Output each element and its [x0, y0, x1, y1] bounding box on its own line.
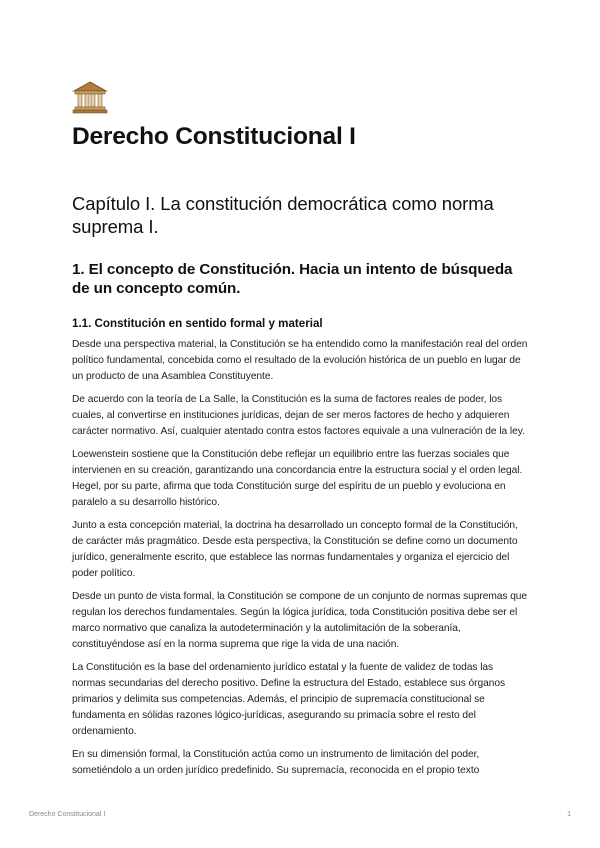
page-number: 1 — [567, 811, 571, 818]
paragraph: Desde un punto de vista formal, la Constitución se compone de un conjunto de normas supremas que regulan los derechos fundamentales. Según la lógica jurídica, toda Constitución positiva debe ser el marco normativo que canaliza la autodeterminación y la autolimitación de la soberanía, constituyéndose así en la norma suprema que rige la vida de una nación. — [72, 591, 528, 650]
document-title: Derecho Constitucional I — [72, 123, 356, 150]
classical-building-icon — [72, 80, 108, 114]
paragraph: En su dimensión formal, la Constitución actúa como un instrumento de limitación del poder, sometiéndolo a un orden jurídico predefinido. Su supremacía, reconocida en el propio texto — [72, 749, 480, 776]
paragraph: Desde una perspectiva material, la Constitución se ha entendido como la manifestación real del orden político fundamental, concebida como el resultado de la evolución histórica de un pueblo en lugar de un producto de una Asamblea Constituyente. — [72, 339, 528, 382]
subsection-heading: 1.1. Constitución en sentido formal y material — [72, 317, 323, 330]
paragraph: La Constitución es la base del ordenamiento jurídico estatal y la fuente de validez de todas las normas secundarias del derecho positivo. Define la estructura del Estado, establece sus órganos primarios y delimita sus competencias. Además, el principio de supremacía constitucional se fundamenta en sólidas razones lógico-jurídicas, asegurando su primacía sobre el resto del ordenamiento. — [72, 662, 505, 737]
paragraph: De acuerdo con la teoría de La Salle, la Constitución es la suma de factores reales de poder, los cuales, al convertirse en instituciones jurídicas, dejan de ser meros factores de hecho y adquieren carácter normativo. Así, cualquier atentado contra estos factores equivale a una vulneración de la ley. — [72, 394, 525, 437]
section-heading: 1. El concepto de Constitución. Hacia un intento de búsqueda de un concepto común. — [72, 261, 513, 297]
footer-document-title: Derecho Constitucional I — [29, 811, 106, 818]
page-content — [72, 80, 528, 786]
paragraph: Junto a esta concepción material, la doctrina ha desarrollado un concepto formal de la Constitución, de carácter más pragmático. Desde esta perspectiva, la Constitución se define como un documento jurídico, generalmente escrito, que establece las normas fundamentales y organiza el ejercicio del poder político. — [72, 520, 518, 579]
page-footer — [29, 811, 571, 818]
chapter-heading: Capítulo I. La constitución democrática como norma suprema I. — [72, 193, 494, 237]
paragraph: Loewenstein sostiene que la Constitución debe reflejar un equilibrio entre las fuerzas sociales que intervienen en su creación, garantizando una concordancia entre la estructura social y el orden legal. Hegel, por su parte, afirma que toda Constitución surge del espíritu de un pueblo y evoluciona en paralelo a su desarrollo histórico. — [72, 449, 523, 508]
